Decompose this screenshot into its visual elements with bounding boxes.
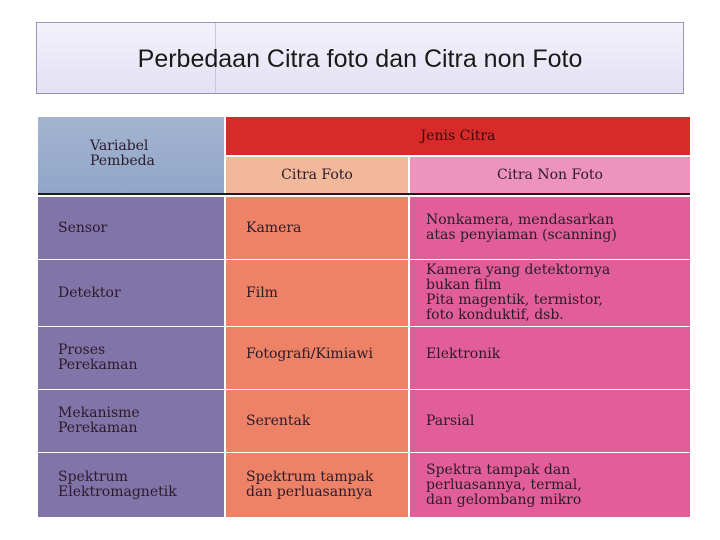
cell-text: perluasannya, termal, xyxy=(426,476,582,493)
table-row-4-foto xyxy=(226,453,408,517)
cell-text: Spektra tampak dan xyxy=(426,461,571,478)
cell-text: Parsial xyxy=(426,412,475,429)
table-row-1-variable xyxy=(38,260,224,326)
header-variable xyxy=(38,117,224,193)
table-row-2-variable xyxy=(38,327,224,389)
cell-text: Pita magentik, termistor, xyxy=(426,292,603,308)
cell-text: atas penyiaman (scanning) xyxy=(426,227,617,243)
cell-text: Sensor xyxy=(58,219,108,236)
header-citra-foto: Citra Foto xyxy=(226,157,408,193)
table-row-3-foto xyxy=(226,390,408,452)
cell-text: Serentak xyxy=(246,412,311,429)
cell-text: Spektrum tampak xyxy=(246,469,374,485)
table-row-0-nonfoto xyxy=(410,197,690,259)
cell-text: Fotografi/Kimiawi xyxy=(246,346,373,362)
table-row-2-foto xyxy=(226,327,408,389)
title-box xyxy=(36,22,684,94)
comparison-table xyxy=(38,117,690,517)
cell-text: Film xyxy=(246,284,278,301)
cell-text: dan perluasannya xyxy=(246,484,373,500)
page-title: Perbedaan Citra foto dan Citra non Foto xyxy=(137,45,583,73)
table-row-0-foto xyxy=(226,197,408,259)
cell-text: Proses xyxy=(58,342,106,358)
table-row-3-nonfoto xyxy=(410,390,690,452)
cell-text: Mekanisme xyxy=(58,405,140,421)
cell-text: Perekaman xyxy=(58,420,138,436)
cell-text: Detektor xyxy=(58,284,121,301)
table-row-1-nonfoto xyxy=(410,260,690,326)
table-row-4-variable xyxy=(38,453,224,517)
table-row-2-nonfoto xyxy=(410,327,690,389)
header-variable-line-2: Pembeda xyxy=(90,153,155,169)
cell-text: Spektrum xyxy=(58,469,128,485)
cell-text: Kamera yang detektornya xyxy=(426,262,611,278)
table-row-4-nonfoto xyxy=(410,453,690,517)
cell-text: Perekaman xyxy=(58,357,138,373)
cell-text: foto konduktif, dsb. xyxy=(426,307,564,323)
cell-text: Elektromagnetik xyxy=(58,484,177,500)
header-divider xyxy=(38,193,690,195)
cell-text: dan gelombang mikro xyxy=(426,491,582,508)
cell-text: Nonkamera, mendasarkan xyxy=(426,212,614,228)
table-row-3-variable xyxy=(38,390,224,452)
cell-text: Kamera xyxy=(246,219,302,236)
cell-text: Elektronik xyxy=(426,346,501,362)
table-row-0-variable xyxy=(38,197,224,259)
header-citra-non-foto: Citra Non Foto xyxy=(410,157,690,193)
header-variable-line-1: Variabel xyxy=(90,138,149,154)
header-jenis-citra: Jenis Citra xyxy=(226,117,690,155)
cell-text: bukan film xyxy=(426,277,502,293)
table-row-1-foto xyxy=(226,260,408,326)
